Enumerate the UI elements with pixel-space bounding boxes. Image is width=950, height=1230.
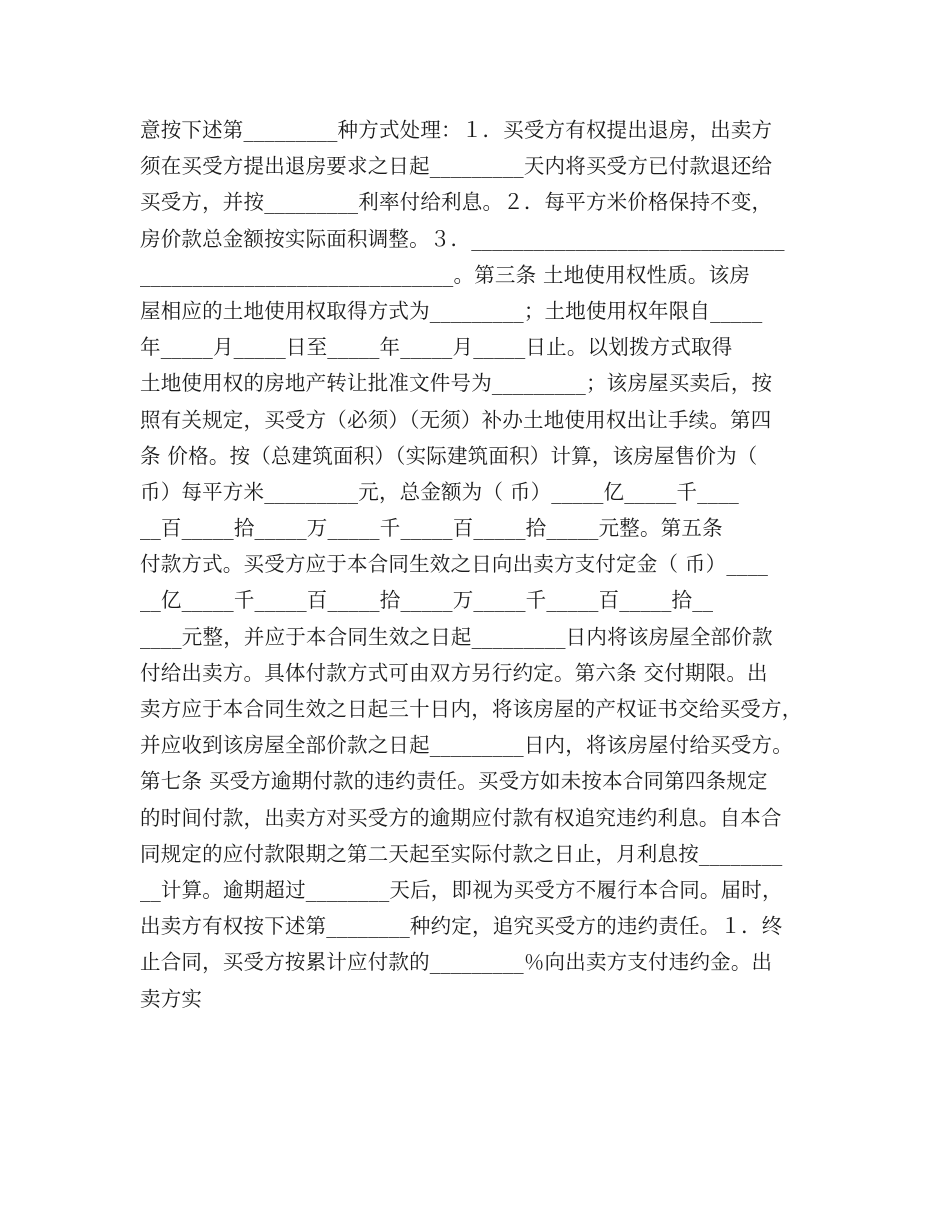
text-line: 条 价格。按（总建筑面积）（实际建筑面积）计算，该房屋售价为（	[140, 443, 758, 468]
text-line: 的时间付款，出卖方对买受方的逾期应付款有权追究违约利息。自本合	[140, 805, 782, 830]
text-line: 出卖方有权按下述第________种约定，追究买受方的违约责任。１．终	[140, 914, 783, 939]
text-line: 付款方式。买受方应于本合同生效之日向出卖方支付定金（ 币）____	[140, 552, 769, 577]
text-line: __亿_____千_____百_____拾_____万_____千_____百_____拾__	[140, 588, 714, 613]
document-body	[140, 112, 830, 1017]
text-line: 买受方，并按_________利率付给利息。２．每平方米价格保持不变，	[140, 190, 773, 215]
text-line: 屋相应的土地使用权取得方式为_________；土地使用权年限自_____	[140, 298, 763, 323]
text-line: __百_____拾_____万_____千_____百_____拾_____元整。第五条	[140, 516, 723, 541]
text-line: 年_____月_____日至_____年_____月_____日止。以划拨方式取得	[140, 335, 733, 360]
text-line: 同规定的应付款限期之第二天起至实际付款之日止，月利息按________	[140, 841, 783, 866]
text-line: 土地使用权的房地产转让批准文件号为_________；该房屋买卖后，按	[140, 371, 773, 396]
text-line: 止合同，买受方按累计应付款的_________％向出卖方支付违约金。出	[140, 950, 773, 975]
text-line: ____元整，并应于本合同生效之日起_________日内将该房屋全部价款	[140, 624, 773, 649]
text-line: __计算。逾期超过________天后，即视为买受方不履行本合同。届时，	[140, 877, 783, 902]
text-line: 币）每平方米_________元，总金额为（ 币）_____亿_____千____	[140, 479, 739, 504]
text-line: 照有关规定，买受方（必须）（无须）补办土地使用权出让手续。第四	[140, 407, 772, 432]
text-line: 须在买受方提出退房要求之日起_________天内将买受方已付款退还给	[140, 154, 773, 179]
text-line: 并应收到该房屋全部价款之日起_________日内，将该房屋付给买受方。	[140, 733, 793, 758]
text-line: 房价款总金额按实际面积调整。３．______________________________	[140, 226, 785, 251]
text-line: 付给出卖方。具体付款方式可由双方另行约定。第六条 交付期限。出	[140, 660, 768, 685]
text-line: 卖方实	[140, 986, 203, 1011]
text-line: 第七条 买受方逾期付款的违约责任。买受方如未按本合同第四条规定	[140, 769, 768, 794]
text-line: 卖方应于本合同生效之日起三十日内，将该房屋的产权证书交给买受方，	[140, 697, 803, 721]
text-line: ______________________________。第三条 土地使用权性质。该房	[140, 262, 751, 287]
text-line: 意按下述第_________种方式处理：１．买受方有权提出退房，出卖方	[140, 118, 773, 142]
